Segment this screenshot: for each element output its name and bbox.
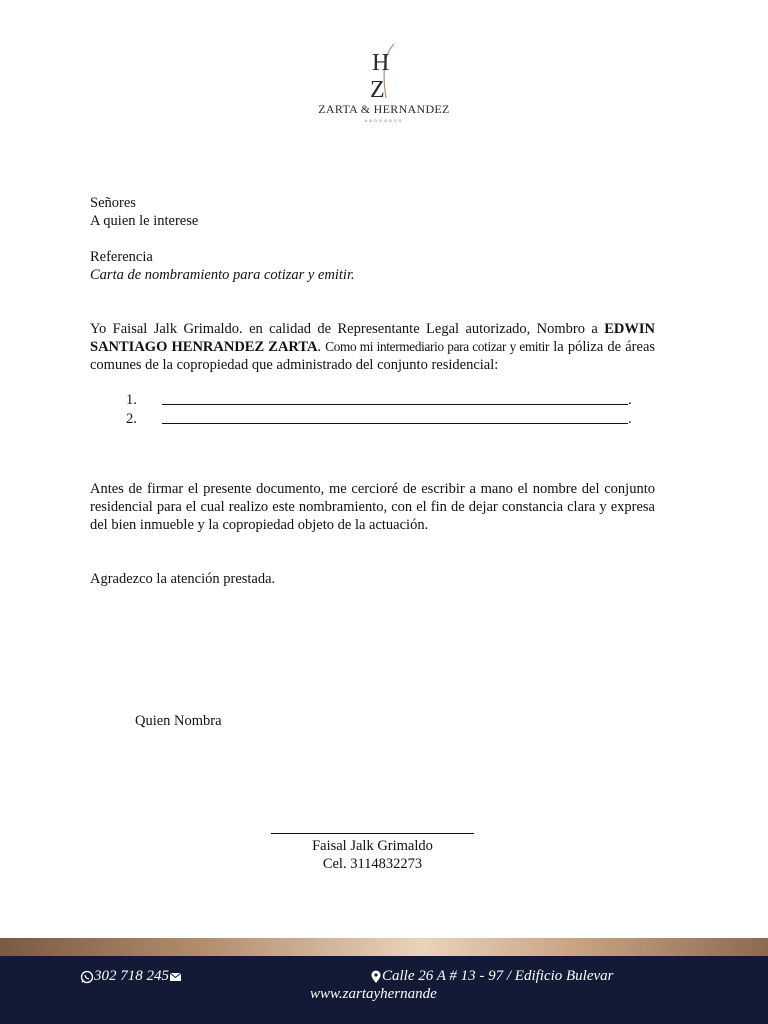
company-logo [0,42,768,123]
intro-end: la póliza de áreas comunes de la copropiedad que administrado del conjunto residencial: [90,339,656,373]
signatory-label: Quien Nombra [135,713,222,729]
intro-small-text: Como mi intermediario para cotizar y emitir [325,339,550,354]
list-item [126,410,646,429]
logo-name: ZARTA & HERNANDEZ [318,102,450,116]
signatory-phone: Cel. 3114832273 [322,856,423,872]
footer-address [370,968,614,985]
intro-start: Yo Faisal Jalk Grimaldo. en calidad de Representante Legal autorizado, Nombro a [90,321,605,337]
signature-line [271,833,474,834]
footer-address-text: Calle 26 A # 13 - 97 / Edificio Bulevar [382,968,614,984]
location-pin-icon [370,970,382,984]
logo-subtitle: ABOGADOS [364,118,404,123]
footer-website[interactable]: www.zartayhernande [310,986,437,1002]
list-period: . [628,392,632,408]
email-icon [169,971,183,983]
reference-label: Referencia [90,249,153,265]
blank-line [162,404,628,405]
footer-gold-band [0,938,768,956]
reference-subject: Carta de nombramiento para cotizar y emitir. [90,267,355,283]
svg-text:H: H [372,50,390,76]
verification-paragraph: Antes de firmar el presente documento, me cercioré de escribir a mano el nombre del conjunto residencial para el cual realizo este nombramiento, con el fin de dejar constancia clara y expresa del bien inmueble y la copropiedad objeto de la actuación. [90,481,655,533]
blank-line [162,423,628,424]
svg-text:Z: Z [370,77,385,100]
addressee-line-2: A quien le interese [90,213,199,229]
addressee-line-1: Señores [90,195,136,211]
signatory-name: Faisal Jalk Grimaldo [312,838,433,854]
footer-phone [80,968,183,985]
blank-list [126,391,646,429]
appointee-name: EDWIN SANTIAGO HENRANDEZ ZARTA [90,321,655,355]
list-number: 1. [126,392,137,408]
list-item [126,391,646,410]
whatsapp-icon [80,970,94,984]
intro-paragraph [90,320,655,374]
footer-phone-number: 302 718 245 [94,968,169,984]
hz-monogram-icon [354,42,414,100]
intro-mid: . [317,339,326,355]
thanks-line: Agradezco la atención prestada. [90,571,276,587]
list-number: 2. [126,411,137,427]
footer [0,956,768,1024]
list-period: . [628,411,632,427]
